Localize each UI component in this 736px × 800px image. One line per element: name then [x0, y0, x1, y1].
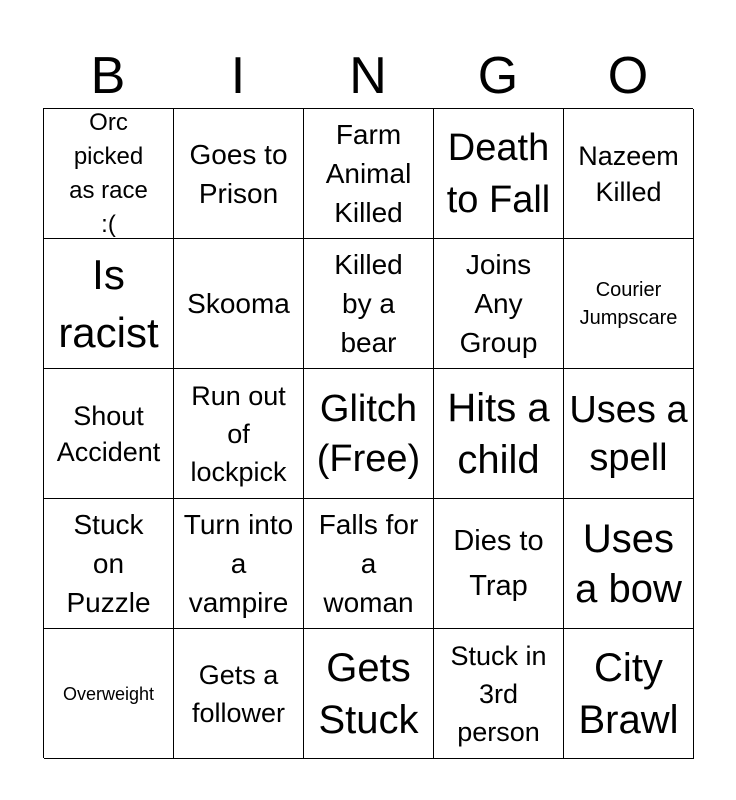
bingo-cell[interactable]	[174, 109, 304, 239]
cell-label: Farm Animal Killed	[325, 119, 412, 228]
bingo-cell[interactable]	[564, 369, 694, 499]
cell-label: Gets a follower	[191, 659, 286, 728]
bingo-header	[43, 44, 693, 108]
cell-label: Courier Jumpscare	[579, 278, 678, 329]
cell-label: Turn into a vampire	[183, 509, 294, 618]
bingo-cell[interactable]	[304, 239, 434, 369]
cell-label: Shout Accident	[56, 400, 161, 467]
bingo-cell[interactable]	[44, 499, 174, 629]
cell-label: Falls for a woman	[318, 509, 419, 618]
bingo-cell[interactable]	[434, 629, 564, 759]
header-letter-g: G	[477, 47, 519, 105]
cell-label: Nazeem Killed	[578, 140, 679, 207]
cell-label: Is racist	[58, 250, 159, 356]
bingo-cell[interactable]	[304, 629, 434, 759]
bingo-cell[interactable]	[304, 499, 434, 629]
header-letter-o: O	[607, 47, 649, 105]
bingo-cell[interactable]	[564, 499, 694, 629]
bingo-cell[interactable]	[44, 109, 174, 239]
bingo-cell[interactable]	[434, 369, 564, 499]
bingo-cell[interactable]	[44, 369, 174, 499]
header-letter-b: B	[90, 47, 126, 105]
bingo-cell[interactable]	[44, 239, 174, 369]
cell-label: City Brawl	[578, 645, 679, 742]
cell-label: Orc picked as race :(	[69, 109, 148, 238]
bingo-cell[interactable]	[564, 109, 694, 239]
bingo-cell[interactable]	[434, 239, 564, 369]
bingo-cell[interactable]	[174, 239, 304, 369]
cell-label: Killed by a bear	[334, 249, 403, 358]
cell-label: Uses a spell	[569, 388, 688, 479]
cell-label: Stuck in 3rd person	[450, 640, 547, 747]
cell-label: Hits a child	[447, 385, 550, 482]
bingo-cell[interactable]	[44, 629, 174, 759]
cell-label: Dies to Trap	[453, 524, 544, 602]
cell-label: Uses a bow	[575, 516, 682, 611]
bingo-cell[interactable]	[564, 239, 694, 369]
bingo-cell[interactable]	[434, 499, 564, 629]
bingo-cell[interactable]	[434, 109, 564, 239]
cell-label: Run out of lockpick	[190, 380, 287, 487]
bingo-cell[interactable]	[564, 629, 694, 759]
bingo-cell[interactable]	[304, 369, 434, 499]
cell-label: Overweight	[62, 683, 155, 704]
bingo-card	[43, 108, 693, 758]
cell-label: Gets Stuck	[318, 645, 419, 742]
cell-label: Joins Any Group	[459, 249, 538, 358]
header-letter-i: I	[230, 47, 246, 105]
cell-label: Death to Fall	[446, 126, 551, 221]
cell-label: Glitch (Free)	[316, 387, 421, 480]
bingo-cell[interactable]	[174, 499, 304, 629]
header-letter-n: N	[349, 47, 387, 105]
bingo-cell[interactable]	[174, 629, 304, 759]
cell-label: Skooma	[187, 288, 290, 319]
bingo-cell[interactable]	[304, 109, 434, 239]
cell-label: Goes to Prison	[189, 138, 288, 209]
cell-label: Stuck on Puzzle	[66, 509, 151, 618]
bingo-cell[interactable]	[174, 369, 304, 499]
